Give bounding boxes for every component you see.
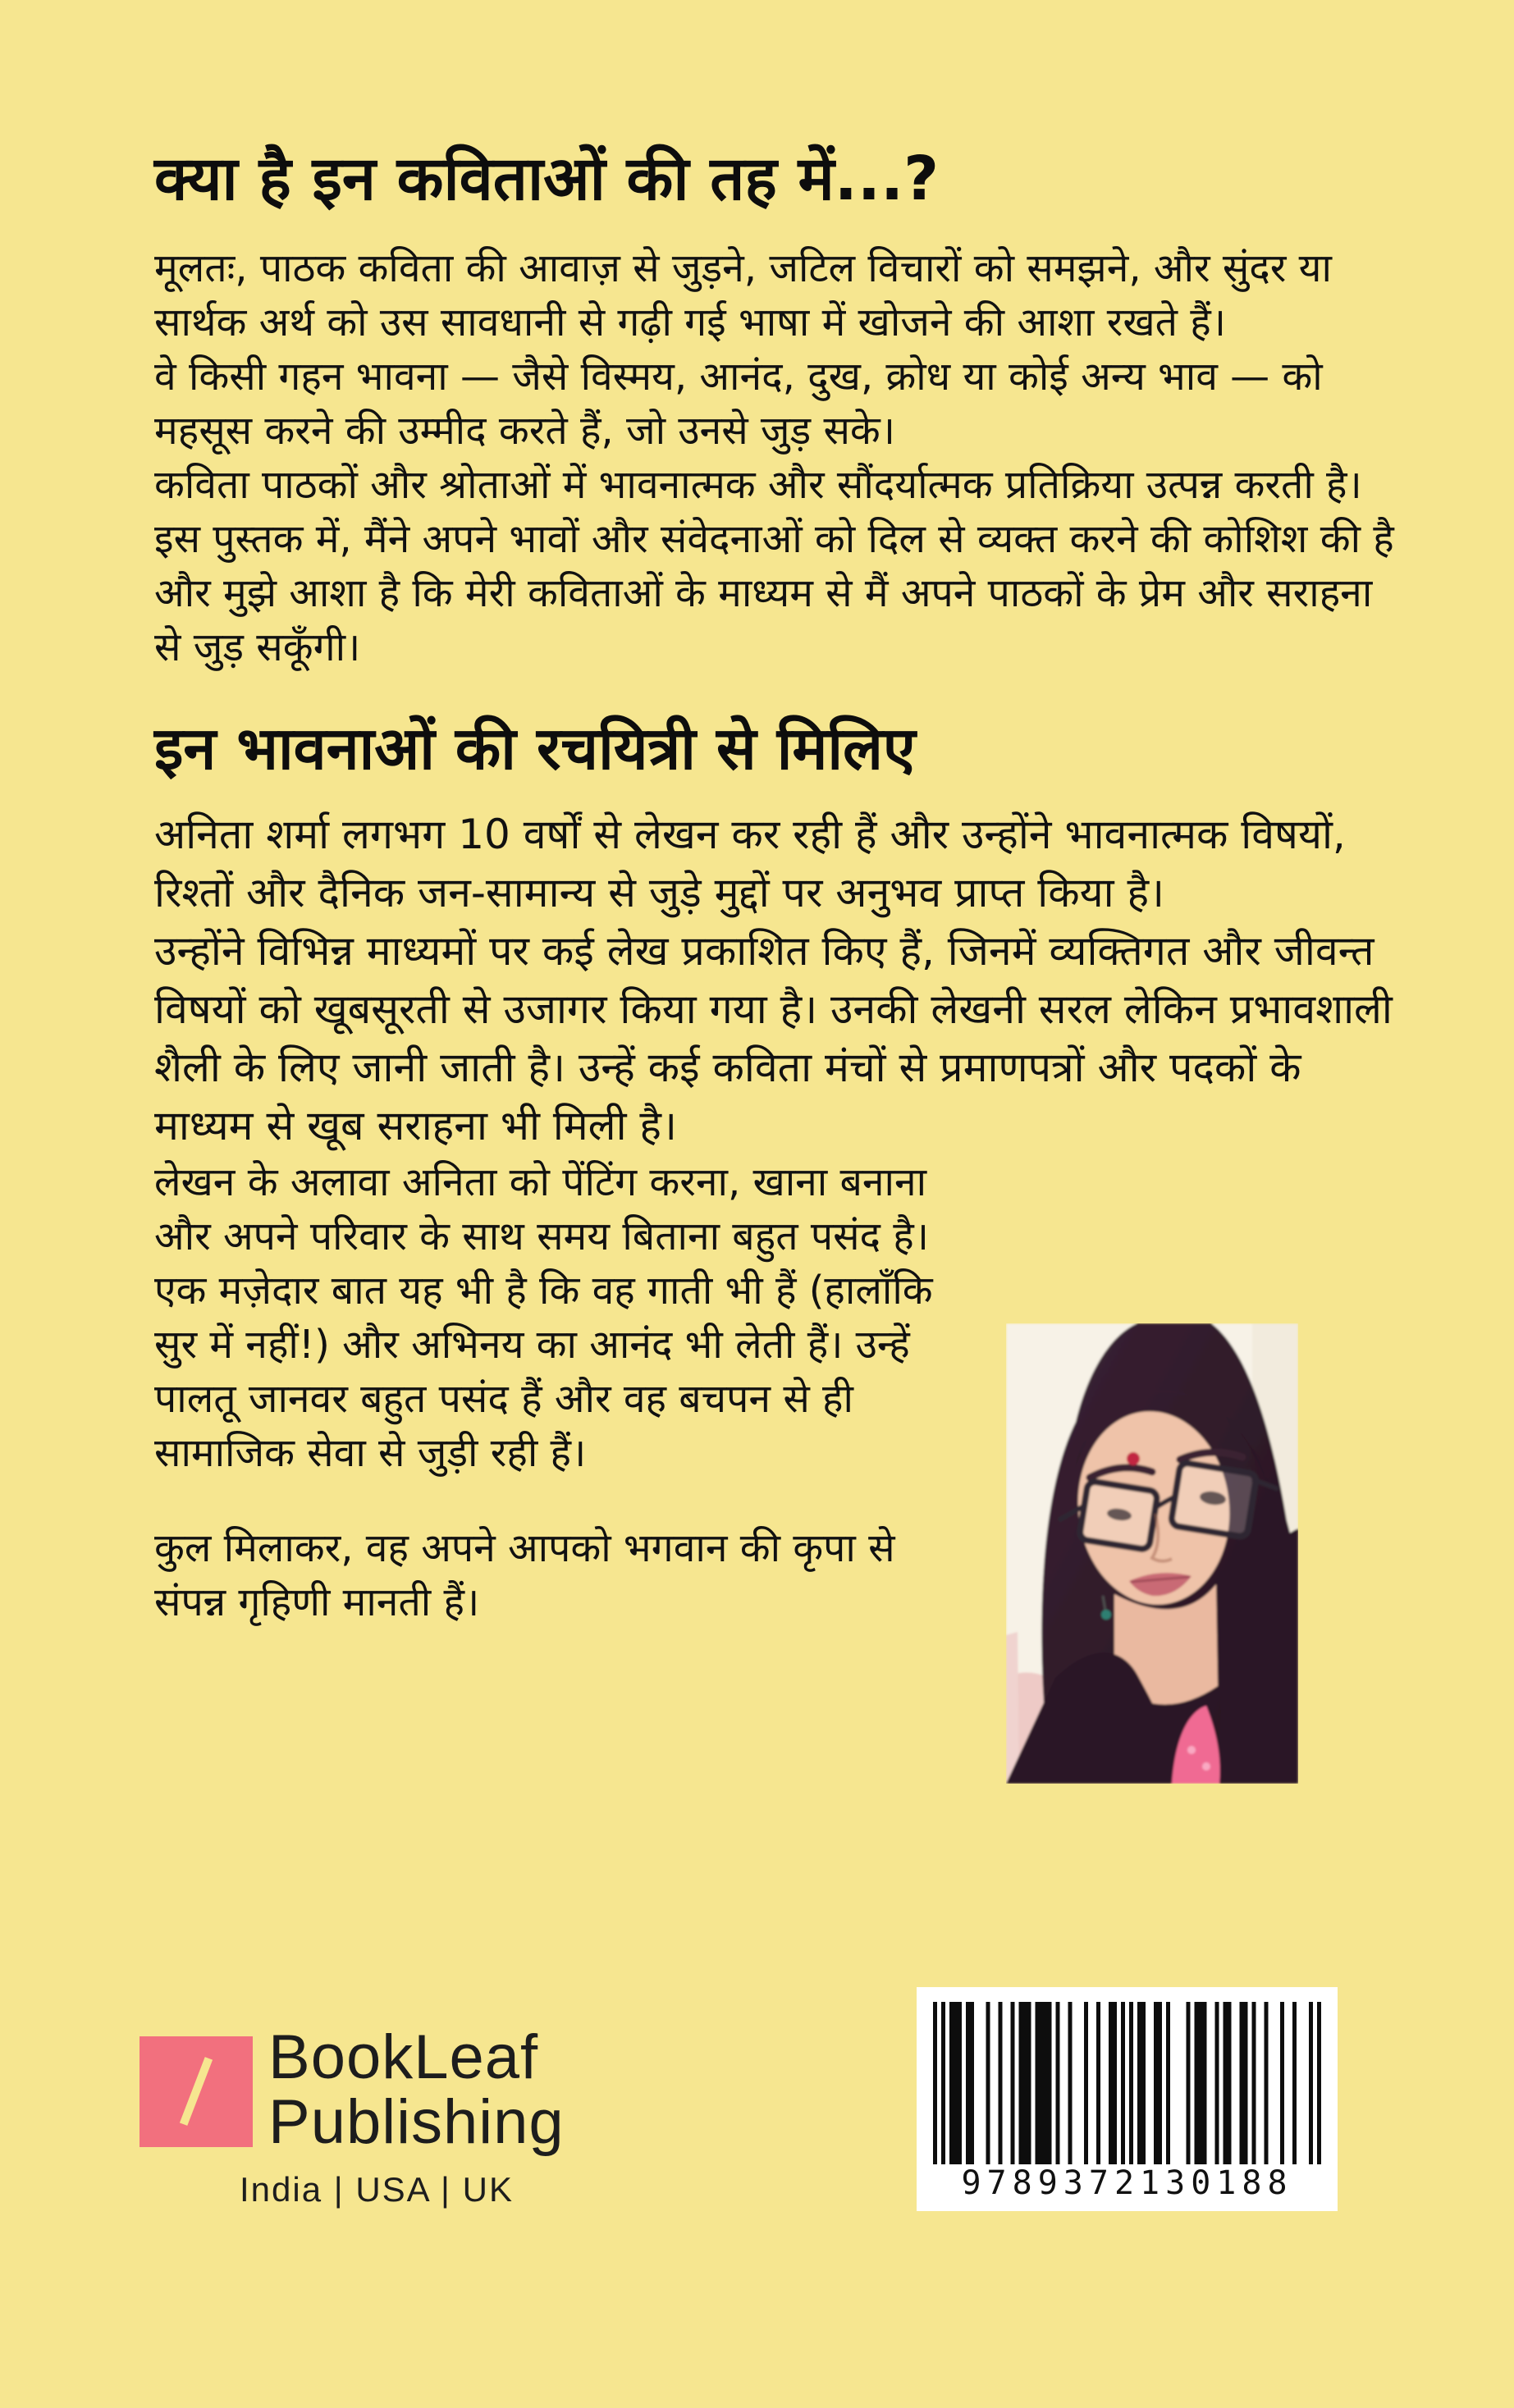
author-paragraph: उन्होंने विभिन्न माध्यमों पर कई लेख प्रकाशित किए हैं, जिनमें व्यक्तिगत और जीवन्त विषयों को खूबसूरती से उजागर किया गया है। उनकी लेखनी सरल लेकिन प्रभावशाली शैली के लिए जानी जाती है। उन्हें कई कविता मंचों से प्रमाणपत्रों और पदकों के माध्यम से खूब सराहना भी मिली है। <box>154 927 1393 1149</box>
earring <box>1101 1610 1111 1620</box>
author-text-beside-photo <box>154 1155 967 1629</box>
publisher-name-line2: Publishing <box>268 2087 565 2157</box>
author-paragraph: लेखन के अलावा अनिता को पेंटिंग करना, खाना बनाना और अपने परिवार के साथ समय बिताना बहुत पसंद है। <box>154 1159 929 1259</box>
author-paragraph: एक मज़ेदार बात यह भी है कि वह गाती भी हैं (हालाँकि सुर में नहीं!) और अभिनय का आनंद भी लेती हैं। उन्हें पालतू जानवर बहुत पसंद हैं और वह बचपन से ही सामाजिक सेवा से जुड़ी रही हैं। <box>154 1268 933 1476</box>
slash-icon <box>180 2057 213 2126</box>
publisher-name-line1: BookLeaf <box>268 2022 539 2092</box>
blurb-paragraph: कविता पाठकों और श्रोताओं में भावनात्मक और सौंदर्यात्मक प्रतिक्रिया उत्पन्न करती है। <box>154 462 1362 508</box>
publisher-name <box>268 2022 565 2157</box>
author-photo <box>1006 1323 1298 1784</box>
blurb-paragraph: वे किसी गहन भावना — जैसे विस्मय, आनंद, दुख, क्रोध या कोई अन्य भाव — को महसूस करने की उम्मीद करते हैं, जो उनसे जुड़ सके। <box>154 354 1323 454</box>
blurb-paragraph: इस पुस्तक में, मैंने अपने भावों और संवेदनाओं को दिल से व्यक्त करने की कोशिश की है और मुझे आशा है कि मेरी कविताओं के माध्यम से मैं अपने पाठकों के प्रेम और सराहना से जुड़ सकूँगी। <box>154 516 1394 670</box>
blurb-section <box>154 138 1395 674</box>
author-section-heading: इन भावनाओं की रचयित्री से मिलिए <box>154 714 916 783</box>
barcode-bars <box>933 2002 1321 2164</box>
publisher-logo <box>140 2036 253 2147</box>
author-closing-paragraph: कुल मिलाकर, वह अपने आपको भगवान की कृपा से संपन्न गृहिणी मानती हैं। <box>154 1525 895 1625</box>
isbn-number: 9789372130188 <box>961 2164 1293 2202</box>
author-paragraph: अनिता शर्मा लगभग 10 वर्षों से लेखन कर रही हैं और उन्होंने भावनात्मक विषयों, रिश्तों और दैनिक जन-सामान्य से जुड़े मुद्दों पर अनुभव प्राप्त किया है। <box>154 811 1346 916</box>
blurb-paragraph: मूलतः, पाठक कविता की आवाज़ से जुड़ने, जटिल विचारों को समझने, और सुंदर या सार्थक अर्थ को उस सावधानी से गढ़ी गई भाषा में खोजने की आशा रखते हैं। <box>154 245 1332 345</box>
bindi <box>1127 1452 1140 1465</box>
publisher-regions: India | USA | UK <box>240 2170 514 2209</box>
blurb-heading: क्या है इन कविताओं की तह में...? <box>154 144 940 214</box>
